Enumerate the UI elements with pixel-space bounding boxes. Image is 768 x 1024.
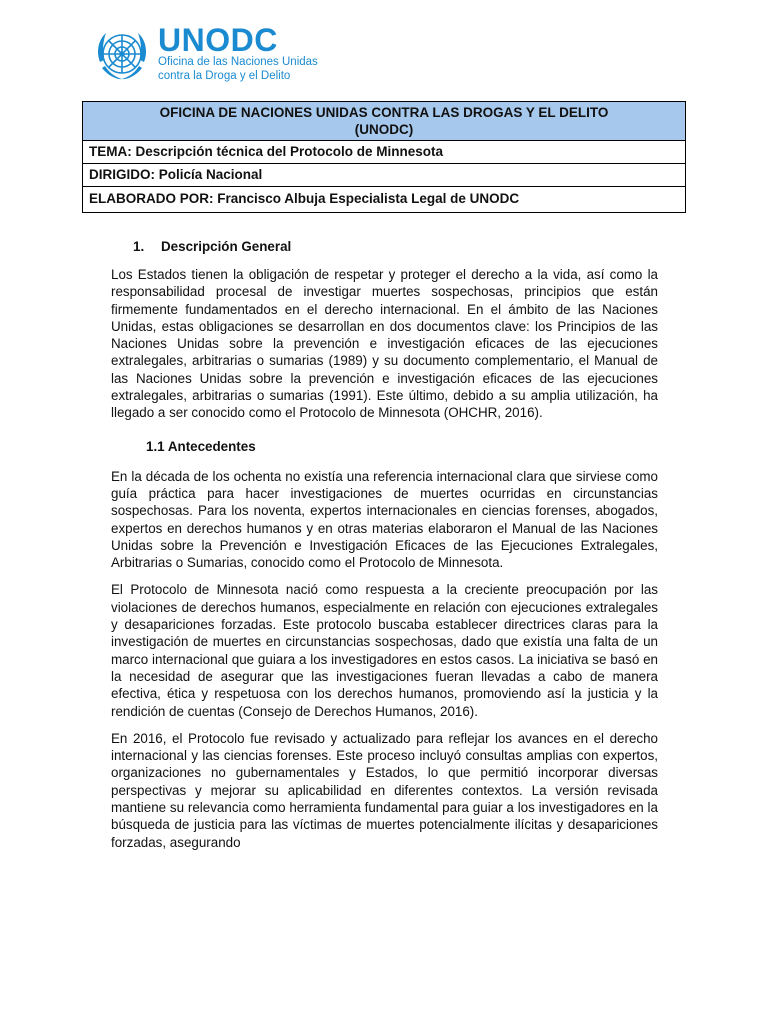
- logo-subtitle-line2: contra la Droga y el Delito: [158, 70, 291, 82]
- section-number: 1.: [133, 239, 145, 254]
- header-row-dirigido: DIRIGIDO: Policía Nacional: [83, 164, 685, 187]
- paragraph-2: En la década de los ochenta no existía una referencia internacional clara que sirviese como guía práctica para hacer investigaciones de muertes ocurridas en circunstancias sospechosas. Para los noventa, expertos internacionales en ciencias forenses, abogados, expertos en derechos humanos y en otras materias elaboraron el Manual de las Naciones Unidas sobre la Prevención e Investigación Eficaces de las Ejecuciones Extralegales, Arbitrarias o Sumarias, conocido como el Protocolo de Minnesota.: [111, 468, 658, 571]
- logo-subtitle-line1: Oficina de las Naciones Unidas: [158, 56, 318, 68]
- logo-text: [158, 22, 318, 83]
- header-table: [82, 101, 686, 213]
- header-row-elaborado: ELABORADO POR: Francisco Albuja Especialista Legal de UNODC: [89, 191, 520, 206]
- section-title: Descripción General: [161, 239, 292, 254]
- header-title-line2: (UNODC): [354, 122, 414, 137]
- document-body: [111, 238, 658, 861]
- paragraph-3: El Protocolo de Minnesota nació como respuesta a la creciente preocupación por las violaciones de derechos humanos, especialmente en relación con ejecuciones extralegales y desapariciones forzadas. Este protocolo buscaba establecer directrices claras para la investigación de muertes en circunstancias sospechosas, dado que existía una falta de un marco internacional que guiara a los investigadores en estos casos. La iniciativa se basó en la necesidad de asegurar que las investigaciones fueran llevadas a cabo de manera efectiva, ética y respetuosa con los derechos humanos, promoviendo así la justicia y la rendición de cuentas (Consejo de Derechos Humanos, 2016).: [111, 582, 658, 719]
- unodc-logo: [92, 24, 318, 84]
- header-title-line1: OFICINA DE NACIONES UNIDAS CONTRA LAS DROGAS Y EL DELITO: [159, 105, 609, 120]
- logo-name: UNODC: [158, 22, 278, 58]
- section-heading: [133, 238, 658, 256]
- un-emblem-icon: [92, 24, 152, 84]
- paragraph-4: En 2016, el Protocolo fue revisado y actualizado para reflejar los avances en el derecho internacional y las ciencias forenses. Este proceso incluyó consultas amplias con expertos, organizaciones no gubernamentales y Estados, lo que permitió incorporar diversas perspectivas y mejorar su aplicabilidad en diferentes contextos. La versión revisada mantiene su relevancia como herramienta fundamental para guiar a los investigadores en la búsqueda de justicia para las víctimas de muertes potencialmente ilícitas y desapariciones forzadas, asegurando: [111, 730, 658, 850]
- header-title: [83, 102, 685, 141]
- subsection-heading: 1.1 Antecedentes: [146, 438, 256, 454]
- header-row-tema: TEMA: Descripción técnica del Protocolo de Minnesota: [83, 141, 685, 164]
- paragraph-1: Los Estados tienen la obligación de respetar y proteger el derecho a la vida, así como la responsabilidad procesal de investigar muertes sospechosas, principios que están firmemente fundamentados en el derecho internacional. En el ámbito de las Naciones Unidas, estas obligaciones se desarrollan en dos documentos clave: los Principios de las Naciones Unidas sobre la prevención e investigación eficaces de las ejecuciones extralegales, arbitrarias o sumarias (1989) y su documento complementario, el Manual de las Naciones Unidas sobre la prevención e investigación eficaces de las ejecuciones extralegales, arbitrarias o sumarias (1991). Este último, debido a su amplia utilización, ha llegado a ser conocido como el Protocolo de Minnesota (OHCHR, 2016).: [111, 267, 658, 421]
